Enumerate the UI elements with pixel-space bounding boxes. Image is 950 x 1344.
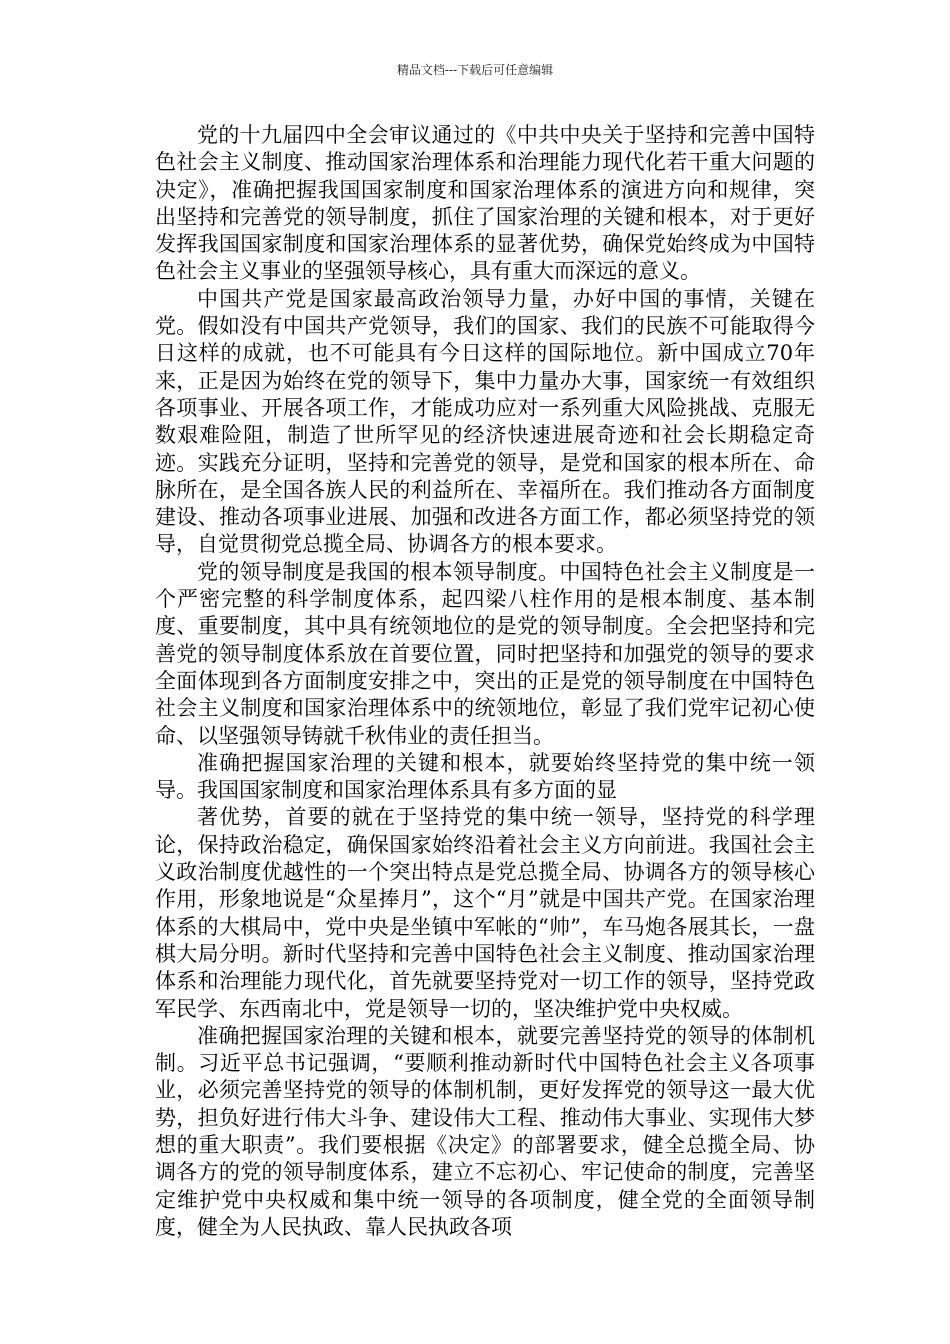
paragraph-3: 党的领导制度是我国的根本领导制度。中国特色社会主义制度是一个严密完整的科学制度体系，起四梁八柱作用的是根本制度、基本制度、重要制度，其中具有统领地位的是党的领导制度。全会把坚持和完善党的领导制度体系放在首要位置，同时把坚持和加强党的领导的要求全面体现到各方面制度安排之中，突出的正是党的领导制度在中国特色社会主义制度和国家治理体系中的统领地位，彰显了我们党牢记初心使命、以坚强领导铸就千秋伟业的责任担当。 [155, 559, 815, 748]
paragraph-2: 中国共产党是国家最高政治领导力量，办好中国的事情，关键在党。假如没有中国共产党领导，我们的国家、我们的民族不可能取得今日这样的成就，也不可能具有今日这样的国际地位。新中国成立70年来，正是因为始终在党的领导下，集中力量办大事，国家统一有效组织各项事业、开展各项工作，才能成功应对一系列重大风险挑战、克服无数艰难险阻，制造了世所罕见的经济快速进展奇迹和社会长期稳定奇迹。实践充分证明，坚持和完善党的领导，是党和国家的根本所在、命脉所在，是全国各族人民的利益所在、幸福所在。我们推动各方面制度建设、推动各项事业进展、加强和改进各方面工作，都必须坚持党的领导，自觉贯彻党总揽全局、协调各方的根本要求。 [155, 286, 815, 557]
document-body [155, 122, 815, 1241]
paragraph-1: 党的十九届四中全会审议通过的《中共中央关于坚持和完善中国特色社会主义制度、推动国家治理体系和治理能力现代化若干重大问题的决定》，准确把握我国国家制度和国家治理体系的演进方向和规律，突出坚持和完善党的领导制度，抓住了国家治理的关键和根本，对于更好发挥我国国家制度和国家治理体系的显著优势，确保党始终成为中国特色社会主义事业的坚强领导核心，具有重大而深远的意义。 [155, 123, 815, 284]
paragraph-6: 准确把握国家治理的关键和根本，就要完善坚持党的领导的体制机制。习近平总书记强调，“要顺利推动新时代中国特色社会主义各项事业，必须完善坚持党的领导的体制机制，更好发挥党的领导这一最大优势，担负好进行伟大斗争、建设伟大工程、推动伟大事业、实现伟大梦想的重大职责”。我们要根据《决定》的部署要求，健全总揽全局、协调各方的党的领导制度体系，建立不忘初心、牢记使命的制度，完善坚定维护党中央权威和集中统一领导的各项制度，健全党的全面领导制度，健全为人民执政、靠人民执政各项 [155, 1023, 815, 1239]
paragraph-5: 著优势，首要的就在于坚持党的集中统一领导，坚持党的科学理论，保持政治稳定，确保国家始终沿着社会主义方向前进。我国社会主义政治制度优越性的一个突出特点是党总揽全局、协调各方的领导核心作用，形象地说是“众星捧月”，这个“月”就是中国共产党。在国家治理体系的大棋局中，党中央是坐镇中军帐的“帅”，车马炮各展其长，一盘棋大局分明。新时代坚持和完善中国特色社会主义制度、推动国家治理体系和治理能力现代化，首先就要坚持党对一切工作的领导，坚持党政军民学、东西南北中，党是领导一切的，坚决维护党中央权威。 [155, 805, 815, 1021]
page-header: 精品文档---下载后可任意编辑 [396, 63, 554, 77]
paragraph-4: 准确把握国家治理的关键和根本，就要始终坚持党的集中统一领导。我国国家制度和国家治理体系具有多方面的显 [155, 750, 815, 803]
